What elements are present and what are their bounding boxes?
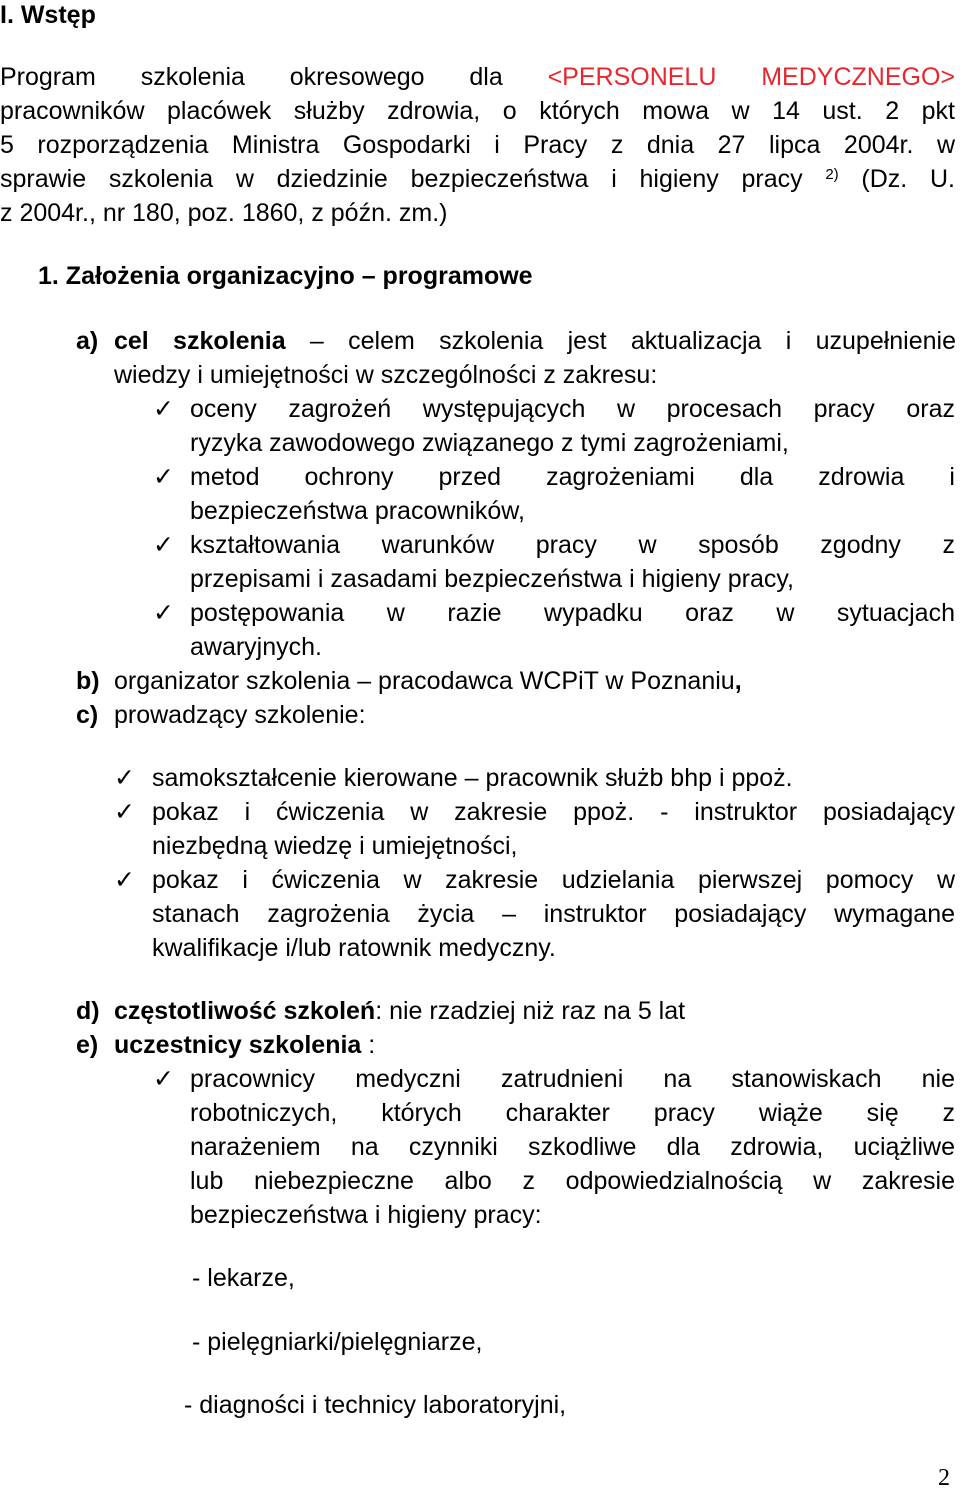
list-item: postępowania w razie wypadku oraz w sytuacjach xyxy=(190,599,955,627)
intro-line-3: 5 rozporządzenia Ministra Gospodarki i Pracy z dnia 27 lipca 2004r. w xyxy=(0,131,955,159)
list-item-continuation: robotniczych, których charakter pracy wiąże się z xyxy=(190,1099,955,1127)
item-d-body: : nie rzadziej niż raz na 5 lat xyxy=(375,997,686,1025)
list-item: oceny zagrożeń występujących w procesach pracy oraz xyxy=(190,395,955,423)
section-1-title: 1. Założenia organizacyjno – programowe xyxy=(38,262,533,290)
item-b-body: organizator szkolenia – pracodawca WCPiT w Poznaniu xyxy=(114,667,735,695)
list-item-continuation: kwalifikacje i/lub ratownik medyczny. xyxy=(152,934,556,962)
list-item-continuation: ryzyka zawodowego związanego z tymi zagrożeniami, xyxy=(190,429,789,457)
checkmark-icon: ✓ xyxy=(114,763,135,792)
list-item-continuation: bezpieczeństwa i higieny pracy: xyxy=(190,1201,542,1229)
item-d-term: częstotliwość szkoleń xyxy=(114,997,376,1025)
list-item-continuation: lub niebezpieczne albo z odpowiedzialnością w zakresie xyxy=(190,1167,955,1195)
intro-line-2: pracowników placówek służby zdrowia, o których mowa w 14 ust. 2 pkt xyxy=(0,97,955,125)
intro-text: Program szkolenia okresowego dla xyxy=(0,63,548,91)
list-item-continuation: niezbędną wiedzę i umiejętności, xyxy=(152,832,518,860)
checkmark-icon: ✓ xyxy=(153,530,174,559)
checkmark-icon: ✓ xyxy=(114,865,135,894)
item-c-text: prowadzący szkolenie: xyxy=(114,701,366,729)
intro-line-1 xyxy=(0,60,955,94)
checkmark-icon: ✓ xyxy=(153,394,174,423)
item-c-label: c) xyxy=(76,701,99,729)
list-item: pokaz i ćwiczenia w zakresie udzielania pierwszej pomocy w xyxy=(152,866,955,894)
list-item: pracownicy medyczni zatrudnieni na stanowiskach nie xyxy=(190,1065,955,1093)
item-e-text xyxy=(114,1028,375,1062)
item-a-term: cel szkolenia xyxy=(114,327,286,355)
item-d-text xyxy=(114,994,685,1028)
item-b-comma: , xyxy=(734,667,742,695)
list-item-continuation: narażeniem na czynniki szkodliwe dla zdrowia, uciążliwe xyxy=(190,1133,955,1161)
list-item-continuation: stanach zagrożenia życia – instruktor posiadający wymagane xyxy=(152,900,955,928)
intro-text: sprawie szkolenia w dziedzinie bezpieczeństwa i higieny pracy xyxy=(0,165,826,193)
item-a-line-2: wiedzy i umiejętności w szczególności z zakresu: xyxy=(114,361,658,389)
section-heading: I. Wstęp xyxy=(0,1,96,29)
checkmark-icon: ✓ xyxy=(114,797,135,826)
intro-text: (Dz. U. xyxy=(838,165,955,193)
list-item: pokaz i ćwiczenia w zakresie ppoż. - instruktor posiadający xyxy=(152,798,955,826)
dash-item-pielegniarki: - pielęgniarki/pielęgniarze, xyxy=(192,1328,483,1356)
list-item-continuation: bezpieczeństwa pracowników, xyxy=(190,497,525,525)
list-item: samokształcenie kierowane – pracownik służb bhp i ppoż. xyxy=(152,764,793,792)
item-e-label: e) xyxy=(76,1031,99,1059)
item-a-line-1 xyxy=(114,324,956,358)
dash-item-diagnosci: - diagności i technicy laboratoryjni, xyxy=(184,1391,567,1419)
list-item: metod ochrony przed zagrożeniami dla zdrowia i xyxy=(190,463,955,491)
list-item-continuation: przepisami i zasadami bezpieczeństwa i higieny pracy, xyxy=(190,565,794,593)
checkmark-icon: ✓ xyxy=(153,598,174,627)
list-item: kształtowania warunków pracy w sposób zgodny z xyxy=(190,531,955,559)
item-a-text: – celem szkolenia jest aktualizacja i uzupełnienie xyxy=(285,327,956,355)
list-item-continuation: awaryjnych. xyxy=(190,633,322,661)
item-d-label: d) xyxy=(76,997,100,1025)
intro-line-5: z 2004r., nr 180, poz. 1860, z późn. zm.) xyxy=(0,199,448,227)
item-a-label: a) xyxy=(76,327,99,355)
intro-line-4 xyxy=(0,162,955,196)
dash-item-lekarze: - lekarze, xyxy=(192,1264,295,1292)
checkmark-icon: ✓ xyxy=(153,462,174,491)
item-e-term: uczestnicy szkolenia xyxy=(114,1031,362,1059)
checkmark-icon: ✓ xyxy=(153,1064,174,1093)
footnote-ref: 2) xyxy=(825,166,839,183)
personnel-placeholder: <PERSONELU MEDYCZNEGO> xyxy=(547,63,955,91)
item-b-text xyxy=(114,664,742,698)
item-b-label: b) xyxy=(76,667,100,695)
page-number: 2 xyxy=(938,1465,950,1491)
item-e-body: : xyxy=(361,1031,376,1059)
